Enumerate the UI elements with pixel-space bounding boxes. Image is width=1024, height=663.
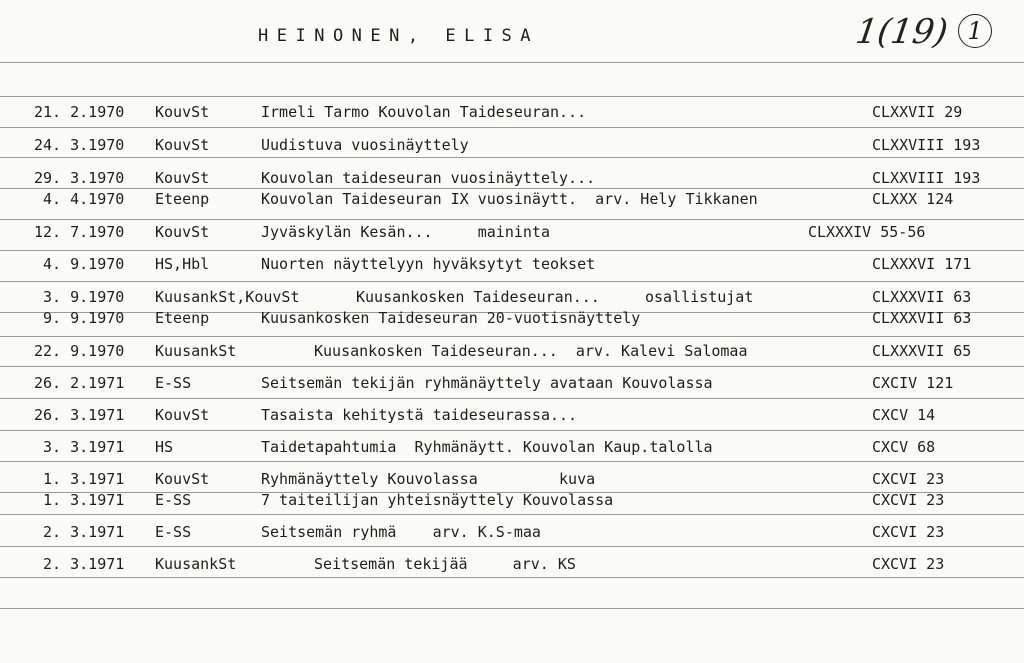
- entry-ref: CLXXXVII 63: [872, 309, 972, 327]
- ruled-line: [0, 336, 1024, 337]
- entry-row: [0, 190, 1024, 212]
- entry-date: 1. 3.1971: [34, 470, 125, 488]
- entry-ref: CXCIV 121: [872, 374, 954, 392]
- entry-title: Uudistuva vuosinäyttely: [261, 136, 469, 154]
- entry-ref: CXCVI 23: [872, 491, 945, 509]
- entry-source: KouvSt: [155, 470, 210, 488]
- entry-date: 3. 9.1970: [34, 288, 125, 306]
- entry-row: [0, 374, 1024, 396]
- entry-title: Nuorten näyttelyyn hyväksytyt teokset: [261, 255, 596, 273]
- entry-row: [0, 406, 1024, 428]
- entry-row: [0, 438, 1024, 460]
- entry-date: 26. 3.1971: [34, 406, 125, 424]
- artist-name: HEINONEN, ELISA: [258, 26, 540, 46]
- entry-title: Taidetapahtumia Ryhmänäytt. Kouvolan Kaup.talolla: [261, 438, 713, 456]
- entry-row: [0, 255, 1024, 277]
- entry-source: KuusankSt: [155, 342, 237, 360]
- entry-title: Kouvolan taideseuran vuosinäyttely...: [261, 169, 596, 187]
- entry-ref: CXCVI 23: [872, 470, 945, 488]
- entry-date: 1. 3.1971: [34, 491, 125, 509]
- entry-row: [0, 470, 1024, 492]
- entry-ref: CLXXVIII 193: [872, 136, 981, 154]
- entry-source: Eteenp: [155, 309, 210, 327]
- entry-row: [0, 309, 1024, 331]
- entry-title: Ryhmänäyttely Kouvolassa kuva: [261, 470, 596, 488]
- entry-title: Seitsemän tekijän ryhmänäyttely avataan Kouvolassa: [261, 374, 713, 392]
- entry-row: [0, 223, 1024, 245]
- entry-ref: CXCV 14: [872, 406, 936, 424]
- entry-row: [0, 555, 1024, 577]
- ruled-line: [0, 398, 1024, 399]
- ruled-line: [0, 96, 1024, 97]
- circled-number: 1: [958, 14, 992, 48]
- entry-source: KuusankSt: [155, 555, 237, 573]
- entry-title: Kuusankosken Taideseuran... arv. Kalevi Salomaa: [314, 342, 748, 360]
- entry-source: E-SS: [155, 491, 192, 509]
- ruled-line: [0, 608, 1024, 609]
- entry-row: [0, 491, 1024, 513]
- entry-date: 3. 3.1971: [34, 438, 125, 456]
- entry-title: Kuusankosken Taideseuran 20-vuotisnäyttely: [261, 309, 641, 327]
- ruled-line: [0, 577, 1024, 578]
- entry-row: [0, 288, 1024, 310]
- entry-row: [0, 169, 1024, 191]
- entry-title: Kuusankosken Taideseuran... osallistujat: [356, 288, 754, 306]
- entry-source: Eteenp: [155, 190, 210, 208]
- ruled-line: [0, 546, 1024, 547]
- entry-row: [0, 103, 1024, 125]
- entry-title: 7 taiteilijan yhteisnäyttely Kouvolassa: [261, 491, 614, 509]
- entry-ref: CXCV 68: [872, 438, 936, 456]
- entry-title: Seitsemän ryhmä arv. K.S-maa: [261, 523, 541, 541]
- entry-source: E-SS: [155, 523, 192, 541]
- entry-source: HS: [155, 438, 174, 456]
- entry-source: KouvSt: [155, 136, 210, 154]
- entry-ref: CLXXVII 29: [872, 103, 963, 121]
- ruled-line: [0, 514, 1024, 515]
- entry-source: HS,Hbl: [155, 255, 210, 273]
- entry-date: 26. 2.1971: [34, 374, 125, 392]
- entry-title: Irmeli Tarmo Kouvolan Taideseuran...: [261, 103, 587, 121]
- entry-source: KouvSt: [155, 169, 210, 187]
- entry-row: [0, 342, 1024, 364]
- entry-ref: CLXXXIV 55-56: [808, 223, 926, 241]
- entry-row: [0, 136, 1024, 158]
- entry-ref: CLXXX 124: [872, 190, 954, 208]
- entry-date: 12. 7.1970: [34, 223, 125, 241]
- entry-ref: CXCVI 23: [872, 523, 945, 541]
- entry-title: Seitsemän tekijää arv. KS: [314, 555, 576, 573]
- ruled-line: [0, 430, 1024, 431]
- entry-date: 4. 9.1970: [34, 255, 125, 273]
- ruled-line: [0, 127, 1024, 128]
- entry-date: 4. 4.1970: [34, 190, 125, 208]
- entry-date: 22. 9.1970: [34, 342, 125, 360]
- ruled-line: [0, 62, 1024, 63]
- entry-title: Jyväskylän Kesän... maininta: [261, 223, 550, 241]
- entry-date: 24. 3.1970: [34, 136, 125, 154]
- entry-row: [0, 523, 1024, 545]
- ruled-line: [0, 281, 1024, 282]
- entry-ref: CLXXXVI 171: [872, 255, 972, 273]
- handwritten-card-number: 1(19): [853, 12, 951, 52]
- ruled-line: [0, 366, 1024, 367]
- entry-date: 21. 2.1970: [34, 103, 125, 121]
- entry-source: KuusankSt,KouvSt: [155, 288, 300, 306]
- entry-source: KouvSt: [155, 103, 210, 121]
- entry-source: KouvSt: [155, 406, 210, 424]
- entry-ref: CXCVI 23: [872, 555, 945, 573]
- entry-title: Kouvolan Taideseuran IX vuosinäytt. arv. Hely Tikkanen: [261, 190, 758, 208]
- entry-ref: CLXXVIII 193: [872, 169, 981, 187]
- entry-ref: CLXXXVII 63: [872, 288, 972, 306]
- entry-date: 2. 3.1971: [34, 555, 125, 573]
- entry-date: 29. 3.1970: [34, 169, 125, 187]
- entry-source: E-SS: [155, 374, 192, 392]
- entry-title: Tasaista kehitystä taideseurassa...: [261, 406, 578, 424]
- entry-ref: CLXXXVII 65: [872, 342, 972, 360]
- ruled-line: [0, 461, 1024, 462]
- entry-source: KouvSt: [155, 223, 210, 241]
- entry-date: 9. 9.1970: [34, 309, 125, 327]
- ruled-line: [0, 219, 1024, 220]
- entry-date: 2. 3.1971: [34, 523, 125, 541]
- ruled-line: [0, 250, 1024, 251]
